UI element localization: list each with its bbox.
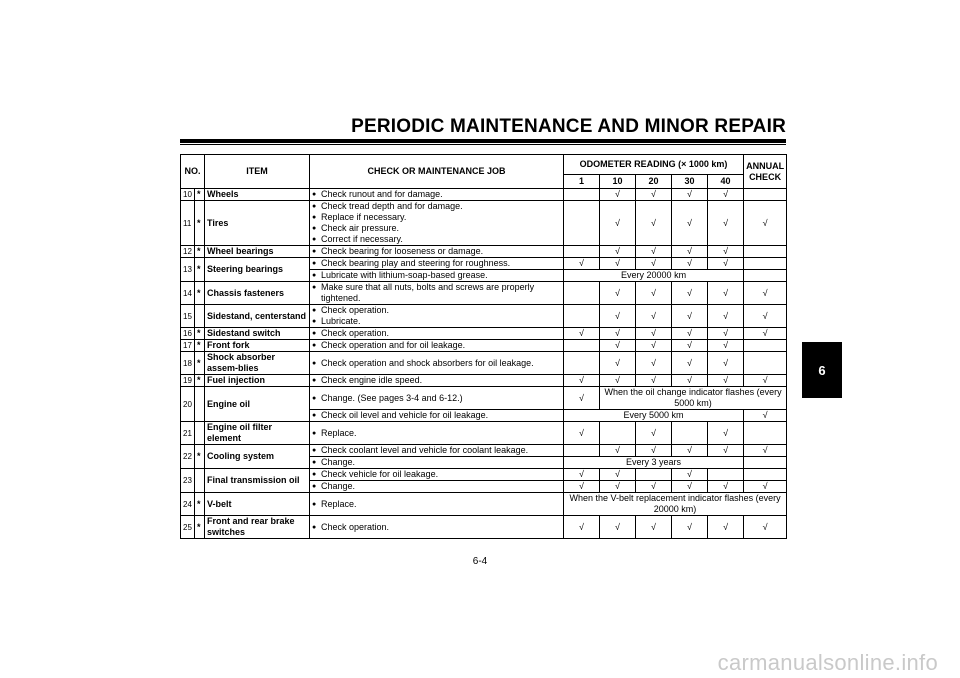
check-mark: √	[564, 328, 600, 340]
check-mark	[744, 258, 787, 270]
page-number: 6-4	[472, 556, 488, 567]
row-number: 15	[181, 305, 195, 328]
table-row	[181, 305, 787, 328]
job-line: ● Check operation.	[312, 305, 561, 316]
asterisk-mark: *	[195, 493, 205, 516]
table-row	[181, 422, 787, 445]
interval-text: Every 3 years	[564, 457, 744, 469]
item-name: V-belt	[205, 493, 310, 516]
check-mark: √	[600, 469, 636, 481]
check-mark: √	[564, 258, 600, 270]
check-mark	[564, 189, 600, 201]
table-row	[181, 375, 787, 387]
check-mark: √	[636, 375, 672, 387]
check-mark: √	[744, 328, 787, 340]
header-job: CHECK OR MAINTENANCE JOB	[310, 155, 564, 189]
job-cell	[310, 422, 564, 445]
table-body	[181, 189, 787, 539]
job-line: ● Change. (See pages 3-4 and 6-12.)	[312, 393, 561, 404]
row-number: 13	[181, 258, 195, 282]
job-line: ● Make sure that all nuts, bolts and screws are properly tightened.	[312, 282, 561, 304]
table-row	[181, 189, 787, 201]
asterisk-mark: *	[195, 258, 205, 282]
job-line: ● Correct if necessary.	[312, 234, 561, 245]
check-mark: √	[600, 258, 636, 270]
job-cell	[310, 189, 564, 201]
table-row	[181, 282, 787, 305]
check-mark: √	[744, 445, 787, 457]
item-name: Front fork	[205, 340, 310, 352]
check-mark	[744, 270, 787, 282]
job-cell	[310, 258, 564, 270]
check-mark	[564, 246, 600, 258]
asterisk-mark: *	[195, 282, 205, 305]
job-line: ● Change.	[312, 481, 561, 492]
job-line: ● Check engine idle speed.	[312, 375, 561, 386]
item-name: Sidestand, centerstand	[205, 305, 310, 328]
job-cell	[310, 445, 564, 457]
check-mark: √	[636, 352, 672, 375]
row-number: 22	[181, 445, 195, 469]
check-mark: √	[636, 305, 672, 328]
job-cell	[310, 282, 564, 305]
header-odo-20: 20	[636, 175, 672, 189]
header-odometer: ODOMETER READING (× 1000 km)	[564, 155, 744, 175]
check-mark	[744, 422, 787, 445]
interval-text: When the oil change indicator flashes (every 5000 km)	[600, 387, 787, 410]
check-mark: √	[636, 189, 672, 201]
asterisk-mark: *	[195, 189, 205, 201]
job-line: ● Replace.	[312, 428, 561, 439]
check-mark: √	[564, 387, 600, 410]
job-cell	[310, 516, 564, 539]
check-mark: √	[672, 352, 708, 375]
check-mark	[744, 189, 787, 201]
check-mark: √	[600, 305, 636, 328]
check-mark	[564, 352, 600, 375]
table-row	[181, 469, 787, 481]
item-name: Shock absorber assem-blies	[205, 352, 310, 375]
table-row	[181, 352, 787, 375]
asterisk-mark: *	[195, 328, 205, 340]
job-line: ● Check bearing play and steering for roughness.	[312, 258, 561, 269]
job-cell	[310, 493, 564, 516]
item-name: Cooling system	[205, 445, 310, 469]
check-mark: √	[600, 246, 636, 258]
job-cell	[310, 387, 564, 410]
item-name: Sidestand switch	[205, 328, 310, 340]
check-mark	[708, 469, 744, 481]
check-mark	[564, 305, 600, 328]
check-mark: √	[708, 201, 744, 246]
check-mark: √	[744, 410, 787, 422]
table-row	[181, 516, 787, 539]
check-mark: √	[600, 481, 636, 493]
table-row	[181, 328, 787, 340]
check-mark: √	[708, 328, 744, 340]
job-cell	[310, 270, 564, 282]
check-mark: √	[600, 445, 636, 457]
table-row	[181, 246, 787, 258]
item-name: Steering bearings	[205, 258, 310, 282]
row-number: 24	[181, 493, 195, 516]
row-number: 17	[181, 340, 195, 352]
check-mark	[564, 340, 600, 352]
table-row	[181, 201, 787, 246]
header-odo-30: 30	[672, 175, 708, 189]
asterisk-mark	[195, 422, 205, 445]
header-odo-40: 40	[708, 175, 744, 189]
asterisk-mark: *	[195, 340, 205, 352]
check-mark: √	[708, 246, 744, 258]
table-row	[181, 258, 787, 270]
item-name: Engine oil filter element	[205, 422, 310, 445]
row-number: 20	[181, 387, 195, 422]
header-odo-1: 1	[564, 175, 600, 189]
job-line: ● Check operation and for oil leakage.	[312, 340, 561, 351]
check-mark: √	[564, 375, 600, 387]
item-name: Front and rear brake switches	[205, 516, 310, 539]
title-rule	[180, 139, 786, 143]
check-mark: √	[708, 282, 744, 305]
check-mark: √	[600, 340, 636, 352]
job-cell	[310, 457, 564, 469]
job-line: ● Check tread depth and for damage.	[312, 201, 561, 212]
job-line: ● Check vehicle for oil leakage.	[312, 469, 561, 480]
check-mark: √	[744, 375, 787, 387]
item-name: Chassis fasteners	[205, 282, 310, 305]
asterisk-mark: *	[195, 445, 205, 469]
check-mark: √	[672, 481, 708, 493]
check-mark: √	[708, 189, 744, 201]
check-mark: √	[600, 282, 636, 305]
row-number: 10	[181, 189, 195, 201]
check-mark	[672, 422, 708, 445]
check-mark: √	[672, 516, 708, 539]
check-mark: √	[672, 189, 708, 201]
maintenance-table	[180, 154, 787, 539]
item-name: Wheel bearings	[205, 246, 310, 258]
check-mark: √	[708, 445, 744, 457]
row-number: 23	[181, 469, 195, 493]
asterisk-mark: *	[195, 516, 205, 539]
check-mark: √	[600, 201, 636, 246]
check-mark: √	[672, 340, 708, 352]
job-line: ● Replace.	[312, 499, 561, 510]
check-mark: √	[564, 481, 600, 493]
check-mark: √	[636, 282, 672, 305]
job-line: ● Check oil level and vehicle for oil leakage.	[312, 410, 561, 421]
check-mark: √	[636, 340, 672, 352]
check-mark: √	[672, 305, 708, 328]
check-mark: √	[744, 305, 787, 328]
job-cell	[310, 246, 564, 258]
job-line: ● Check operation and shock absorbers for oil leakage.	[312, 358, 561, 369]
item-name: Wheels	[205, 189, 310, 201]
interval-text: Every 5000 km	[564, 410, 744, 422]
header-odo-10: 10	[600, 175, 636, 189]
job-line: ● Change.	[312, 457, 561, 468]
check-mark	[564, 282, 600, 305]
job-cell	[310, 352, 564, 375]
job-cell	[310, 201, 564, 246]
check-mark	[744, 457, 787, 469]
check-mark: √	[744, 201, 787, 246]
item-name: Tires	[205, 201, 310, 246]
check-mark: √	[636, 201, 672, 246]
check-mark	[564, 201, 600, 246]
table-row	[181, 340, 787, 352]
check-mark	[564, 445, 600, 457]
page-title: PERIODIC MAINTENANCE AND MINOR REPAIR	[351, 116, 786, 137]
asterisk-mark	[195, 387, 205, 422]
check-mark: √	[600, 352, 636, 375]
check-mark: √	[708, 375, 744, 387]
check-mark: √	[636, 516, 672, 539]
chapter-tab: 6	[802, 342, 842, 398]
check-mark: √	[744, 516, 787, 539]
job-cell	[310, 410, 564, 422]
row-number: 12	[181, 246, 195, 258]
check-mark: √	[672, 246, 708, 258]
check-mark: √	[672, 258, 708, 270]
check-mark: √	[600, 516, 636, 539]
check-mark: √	[672, 201, 708, 246]
check-mark: √	[564, 516, 600, 539]
asterisk-mark: *	[195, 352, 205, 375]
asterisk-mark: *	[195, 201, 205, 246]
check-mark: √	[708, 422, 744, 445]
check-mark	[744, 352, 787, 375]
row-number: 16	[181, 328, 195, 340]
check-mark: √	[708, 258, 744, 270]
interval-text: When the V-belt replacement indicator flashes (every 20000 km)	[564, 493, 787, 516]
job-line: ● Check operation.	[312, 522, 561, 533]
asterisk-mark	[195, 305, 205, 328]
check-mark	[744, 469, 787, 481]
job-cell	[310, 469, 564, 481]
title-rule-thin	[180, 144, 786, 145]
table-row	[181, 493, 787, 516]
check-mark	[744, 246, 787, 258]
check-mark: √	[708, 352, 744, 375]
job-line: ● Check bearing for looseness or damage.	[312, 246, 561, 257]
check-mark: √	[672, 445, 708, 457]
job-line: ● Lubricate with lithium-soap-based grease.	[312, 270, 561, 281]
asterisk-mark: *	[195, 375, 205, 387]
item-name: Final transmission oil	[205, 469, 310, 493]
check-mark: √	[672, 375, 708, 387]
check-mark	[600, 422, 636, 445]
check-mark: √	[564, 469, 600, 481]
row-number: 25	[181, 516, 195, 539]
table-row	[181, 387, 787, 410]
check-mark: √	[636, 481, 672, 493]
check-mark: √	[708, 305, 744, 328]
row-number: 14	[181, 282, 195, 305]
interval-text: Every 20000 km	[564, 270, 744, 282]
job-cell	[310, 305, 564, 328]
check-mark: √	[636, 445, 672, 457]
header-item: ITEM	[205, 155, 310, 189]
job-cell	[310, 328, 564, 340]
header-no: NO.	[181, 155, 205, 189]
job-line: ● Lubricate.	[312, 316, 561, 327]
table-row	[181, 445, 787, 457]
check-mark: √	[708, 516, 744, 539]
job-cell	[310, 481, 564, 493]
check-mark: √	[564, 422, 600, 445]
header-annual: ANNUAL CHECK	[744, 155, 787, 189]
check-mark: √	[600, 189, 636, 201]
check-mark: √	[744, 481, 787, 493]
item-name: Engine oil	[205, 387, 310, 422]
item-name: Fuel injection	[205, 375, 310, 387]
job-line: ● Check air pressure.	[312, 223, 561, 234]
check-mark	[636, 469, 672, 481]
check-mark: √	[636, 258, 672, 270]
row-number: 19	[181, 375, 195, 387]
check-mark: √	[636, 422, 672, 445]
check-mark: √	[708, 481, 744, 493]
check-mark: √	[636, 246, 672, 258]
check-mark: √	[672, 469, 708, 481]
job-line: ● Check operation.	[312, 328, 561, 339]
job-cell	[310, 340, 564, 352]
row-number: 11	[181, 201, 195, 246]
row-number: 18	[181, 352, 195, 375]
row-number: 21	[181, 422, 195, 445]
check-mark: √	[672, 282, 708, 305]
check-mark: √	[672, 328, 708, 340]
job-line: ● Check runout and for damage.	[312, 189, 561, 200]
job-cell	[310, 375, 564, 387]
check-mark	[744, 340, 787, 352]
watermark: carmanualsonline.info	[717, 650, 938, 675]
check-mark: √	[600, 328, 636, 340]
check-mark: √	[636, 328, 672, 340]
asterisk-mark: *	[195, 246, 205, 258]
job-line: ● Replace if necessary.	[312, 212, 561, 223]
check-mark: √	[600, 375, 636, 387]
check-mark: √	[708, 340, 744, 352]
check-mark: √	[744, 282, 787, 305]
asterisk-mark	[195, 469, 205, 493]
job-line: ● Check coolant level and vehicle for coolant leakage.	[312, 445, 561, 456]
